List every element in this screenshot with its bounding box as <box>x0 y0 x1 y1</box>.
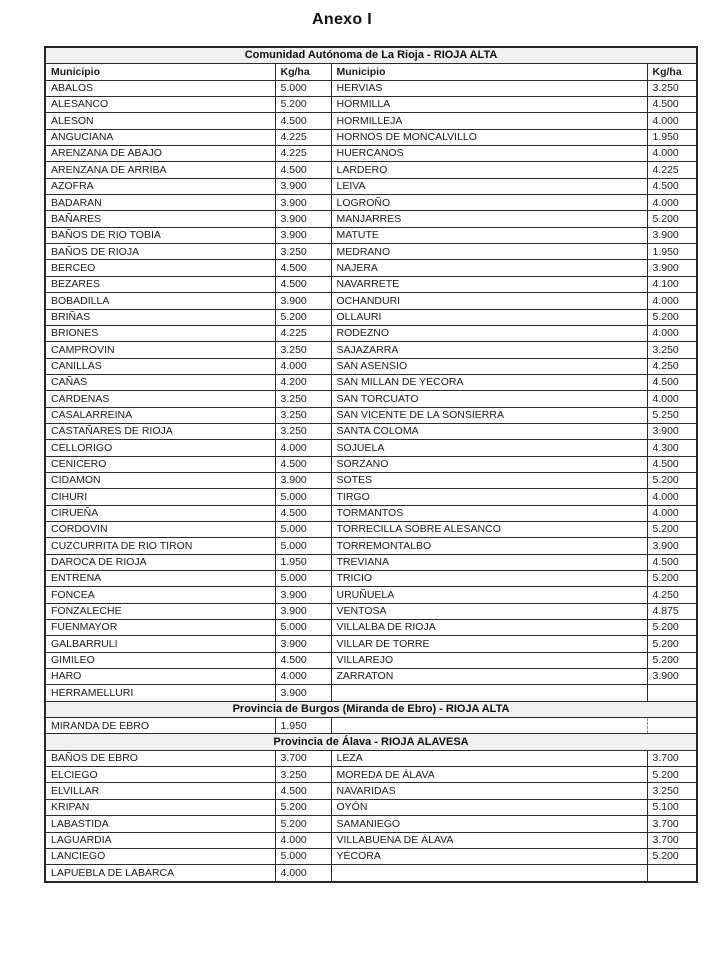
section-header-label: Provincia de Álava - RIOJA ALAVESA <box>45 734 697 750</box>
municipality-cell: BAÑARES <box>45 211 275 227</box>
municipality-cell: RODEZNO <box>331 325 647 341</box>
kgha-value-cell: 4.225 <box>275 325 331 341</box>
municipality-cell: LARDERO <box>331 162 647 178</box>
kgha-value-cell: 5.200 <box>647 521 697 537</box>
kgha-value-cell: 3.900 <box>647 669 697 685</box>
kgha-value-cell: 5.200 <box>275 816 331 832</box>
kgha-value-cell: 4.000 <box>647 391 697 407</box>
kgha-value-cell: 5.200 <box>647 472 697 488</box>
table-row <box>45 783 697 799</box>
municipality-cell: SAJAZARRA <box>331 342 647 358</box>
table-row <box>45 718 697 734</box>
municipality-cell: NAJERA <box>331 260 647 276</box>
section-header-row <box>45 701 697 717</box>
municipality-cell: VILLALBA DE RIOJA <box>331 620 647 636</box>
kgha-value-cell: 3.250 <box>275 407 331 423</box>
kgha-value-cell: 4.000 <box>275 669 331 685</box>
kgha-value-cell: 3.900 <box>275 293 331 309</box>
table-row <box>45 767 697 783</box>
kgha-value-cell: 4.000 <box>275 358 331 374</box>
municipality-cell: YÉCORA <box>331 848 647 864</box>
table-row <box>45 554 697 570</box>
municipality-cell: TORMANTOS <box>331 505 647 521</box>
table-row <box>45 832 697 848</box>
municipality-cell: FUENMAYOR <box>45 620 275 636</box>
kgha-value-cell: 5.100 <box>647 799 697 815</box>
kgha-value-cell: 3.250 <box>647 783 697 799</box>
municipality-cell: CUZCURRITA DE RIO TIRON <box>45 538 275 554</box>
table-row <box>45 276 697 292</box>
kgha-value-cell: 4.000 <box>647 195 697 211</box>
anexo-municipality-table <box>44 46 698 883</box>
table-body <box>45 47 697 882</box>
kgha-value-cell: 4.875 <box>647 603 697 619</box>
municipality-cell: CARDENAS <box>45 391 275 407</box>
municipality-cell: HARO <box>45 669 275 685</box>
kgha-value-cell: 3.900 <box>275 211 331 227</box>
municipality-cell: LEZA <box>331 750 647 766</box>
kgha-value-cell: 3.900 <box>275 587 331 603</box>
municipality-cell: ARENZANA DE ABAJO <box>45 146 275 162</box>
table-row <box>45 587 697 603</box>
kgha-value-cell: 4.500 <box>275 113 331 129</box>
kgha-value-cell: 4.000 <box>275 865 331 882</box>
column-header-municipio: Municipio <box>331 64 647 80</box>
kgha-value-cell: 3.700 <box>647 832 697 848</box>
municipality-cell: NAVARRETE <box>331 276 647 292</box>
table-row <box>45 685 697 701</box>
municipality-cell: OYÓN <box>331 799 647 815</box>
table-row <box>45 538 697 554</box>
kgha-value-cell: 5.000 <box>275 489 331 505</box>
kgha-value-cell: 3.250 <box>275 423 331 439</box>
municipality-cell: BAÑOS DE RIOJA <box>45 244 275 260</box>
table-row <box>45 293 697 309</box>
kgha-value-cell: 5.000 <box>275 521 331 537</box>
municipality-cell: BEZARES <box>45 276 275 292</box>
kgha-value-cell: 1.950 <box>275 718 331 734</box>
kgha-value-cell: 5.200 <box>647 652 697 668</box>
municipality-cell: MANJARRES <box>331 211 647 227</box>
municipality-cell: AZOFRA <box>45 178 275 194</box>
municipality-cell: BRIONES <box>45 325 275 341</box>
kgha-value-cell: 3.900 <box>275 178 331 194</box>
kgha-value-cell: 5.200 <box>647 767 697 783</box>
municipality-cell: SOTES <box>331 472 647 488</box>
column-header-row <box>45 64 697 80</box>
kgha-value-cell: 4.500 <box>647 554 697 570</box>
municipality-cell: BAÑOS DE EBRO <box>45 750 275 766</box>
kgha-value-cell: 3.700 <box>647 750 697 766</box>
kgha-value-cell: 1.950 <box>647 129 697 145</box>
table-row <box>45 391 697 407</box>
kgha-value-cell: 5.200 <box>647 636 697 652</box>
table-row <box>45 620 697 636</box>
municipality-cell: CAÑAS <box>45 374 275 390</box>
municipality-cell: KRIPAN <box>45 799 275 815</box>
kgha-value-cell: 4.300 <box>647 440 697 456</box>
table-row <box>45 750 697 766</box>
table-row <box>45 113 697 129</box>
kgha-value-cell: 3.250 <box>275 767 331 783</box>
kgha-value-cell: 4.500 <box>275 260 331 276</box>
kgha-value-cell: 3.900 <box>647 423 697 439</box>
kgha-value-cell: 4.000 <box>647 489 697 505</box>
table-row <box>45 178 697 194</box>
municipality-cell: CANILLAS <box>45 358 275 374</box>
kgha-value-cell: 4.500 <box>647 456 697 472</box>
municipality-cell: ELVILLAR <box>45 783 275 799</box>
kgha-value-cell: 5.200 <box>647 211 697 227</box>
kgha-value-cell: 5.000 <box>275 848 331 864</box>
table-row <box>45 80 697 96</box>
section-header-label: Comunidad Autónoma de La Rioja - RIOJA ALTA <box>45 47 697 64</box>
municipality-cell: HORMILLEJA <box>331 113 647 129</box>
kgha-value-cell: 3.900 <box>275 227 331 243</box>
municipality-cell: SAN MILLAN DE YECORA <box>331 374 647 390</box>
municipality-cell: HORMILLA <box>331 97 647 113</box>
municipality-cell: MATUTE <box>331 227 647 243</box>
kgha-value-cell: 5.000 <box>275 571 331 587</box>
kgha-value-cell: 4.500 <box>275 652 331 668</box>
table-row <box>45 652 697 668</box>
kgha-value-cell: 3.900 <box>647 227 697 243</box>
kgha-value-cell: 5.200 <box>647 620 697 636</box>
table-row <box>45 799 697 815</box>
kgha-value-cell: 3.900 <box>647 538 697 554</box>
municipality-cell: ALESON <box>45 113 275 129</box>
section-header-row <box>45 47 697 64</box>
kgha-value-cell <box>647 718 697 734</box>
kgha-value-cell: 4.000 <box>275 832 331 848</box>
municipality-cell: MIRANDA DE EBRO <box>45 718 275 734</box>
table-row <box>45 129 697 145</box>
municipality-cell: CIRUEÑA <box>45 505 275 521</box>
kgha-value-cell: 4.250 <box>647 358 697 374</box>
municipality-cell: VILLAR DE TORRE <box>331 636 647 652</box>
table-row <box>45 342 697 358</box>
municipality-cell: TORRECILLA SOBRE ALESANCO <box>331 521 647 537</box>
kgha-value-cell: 5.000 <box>275 538 331 554</box>
table-row <box>45 505 697 521</box>
municipality-cell: SAMANIEGO <box>331 816 647 832</box>
kgha-value-cell: 4.250 <box>647 587 697 603</box>
table-row <box>45 865 697 882</box>
kgha-value-cell: 4.500 <box>647 374 697 390</box>
municipality-cell: SANTA COLOMA <box>331 423 647 439</box>
municipality-cell: ENTRENA <box>45 571 275 587</box>
municipality-cell: BADARAN <box>45 195 275 211</box>
municipality-cell: ALESANCO <box>45 97 275 113</box>
municipality-cell: FONZALECHE <box>45 603 275 619</box>
municipality-cell: BRIÑAS <box>45 309 275 325</box>
table-row <box>45 571 697 587</box>
kgha-value-cell: 5.200 <box>647 848 697 864</box>
kgha-value-cell: 5.200 <box>275 97 331 113</box>
kgha-value-cell: 5.200 <box>275 799 331 815</box>
municipality-cell: BAÑOS DE RIO TOBIA <box>45 227 275 243</box>
municipality-cell: HERVIAS <box>331 80 647 96</box>
kgha-value-cell: 4.000 <box>647 293 697 309</box>
table-row <box>45 472 697 488</box>
kgha-value-cell: 5.200 <box>647 309 697 325</box>
municipality-cell: LAGUARDIA <box>45 832 275 848</box>
column-header-kgha: Kg/ha <box>647 64 697 80</box>
table-row <box>45 456 697 472</box>
municipality-cell: HUERCANOS <box>331 146 647 162</box>
municipality-cell: HORNOS DE MONCALVILLO <box>331 129 647 145</box>
table-row <box>45 162 697 178</box>
municipality-cell: ABALOS <box>45 80 275 96</box>
municipality-cell: CAMPROVIN <box>45 342 275 358</box>
municipality-cell: BERCEO <box>45 260 275 276</box>
municipality-cell: SAN TORCUATO <box>331 391 647 407</box>
municipality-cell: LABASTIDA <box>45 816 275 832</box>
municipality-cell: GIMILEO <box>45 652 275 668</box>
kgha-value-cell: 3.700 <box>647 816 697 832</box>
municipality-cell: BOBADILLA <box>45 293 275 309</box>
kgha-value-cell: 5.200 <box>275 309 331 325</box>
column-header-municipio: Municipio <box>45 64 275 80</box>
kgha-value-cell: 4.500 <box>647 97 697 113</box>
table-row <box>45 227 697 243</box>
municipality-cell: TIRGO <box>331 489 647 505</box>
municipality-cell: VILLAREJO <box>331 652 647 668</box>
municipality-cell: VILLABUENA DE ÁLAVA <box>331 832 647 848</box>
kgha-value-cell: 3.250 <box>647 342 697 358</box>
table-row <box>45 423 697 439</box>
municipality-cell: SORZANO <box>331 456 647 472</box>
kgha-value-cell: 3.900 <box>647 260 697 276</box>
municipality-cell: LANCIEGO <box>45 848 275 864</box>
kgha-value-cell: 4.100 <box>647 276 697 292</box>
section-header-label: Provincia de Burgos (Miranda de Ebro) - RIOJA ALTA <box>45 701 697 717</box>
municipality-cell: CASTAÑARES DE RIOJA <box>45 423 275 439</box>
table-row <box>45 97 697 113</box>
kgha-value-cell: 3.900 <box>275 195 331 211</box>
municipality-cell: CASALARREINA <box>45 407 275 423</box>
table-row <box>45 211 697 227</box>
kgha-value-cell: 3.900 <box>275 685 331 701</box>
kgha-value-cell: 5.250 <box>647 407 697 423</box>
section-header-row <box>45 734 697 750</box>
kgha-value-cell: 3.250 <box>275 244 331 260</box>
municipality-cell: SAN ASENSIO <box>331 358 647 374</box>
municipality-cell: URUÑUELA <box>331 587 647 603</box>
kgha-value-cell: 5.000 <box>275 80 331 96</box>
table-row <box>45 636 697 652</box>
column-header-kgha: Kg/ha <box>275 64 331 80</box>
table-row <box>45 521 697 537</box>
kgha-value-cell: 5.200 <box>647 571 697 587</box>
table-row <box>45 374 697 390</box>
kgha-value-cell: 4.000 <box>647 325 697 341</box>
kgha-value-cell <box>647 685 697 701</box>
municipality-cell: VENTOSA <box>331 603 647 619</box>
municipality-cell: CENICERO <box>45 456 275 472</box>
municipality-cell: OCHANDURI <box>331 293 647 309</box>
table-row <box>45 489 697 505</box>
municipality-cell: LEIVA <box>331 178 647 194</box>
municipality-cell: CORDOVIN <box>45 521 275 537</box>
municipality-cell: CELLORIGO <box>45 440 275 456</box>
table-row <box>45 146 697 162</box>
kgha-value-cell: 4.000 <box>647 505 697 521</box>
municipality-cell: LAPUEBLA DE LABARCA <box>45 865 275 882</box>
kgha-value-cell: 4.000 <box>275 440 331 456</box>
municipality-cell: NAVARIDAS <box>331 783 647 799</box>
municipality-cell: ARENZANA DE ARRIBA <box>45 162 275 178</box>
kgha-value-cell: 4.000 <box>647 146 697 162</box>
municipality-cell: SOJUELA <box>331 440 647 456</box>
municipality-cell: TORREMONTALBO <box>331 538 647 554</box>
kgha-value-cell <box>647 865 697 882</box>
kgha-value-cell: 4.225 <box>647 162 697 178</box>
municipality-cell: DAROCA DE RIOJA <box>45 554 275 570</box>
municipality-cell: GALBARRULI <box>45 636 275 652</box>
table-row <box>45 440 697 456</box>
municipality-cell: FONCEA <box>45 587 275 603</box>
municipality-cell <box>331 718 647 734</box>
table-row <box>45 603 697 619</box>
municipality-cell <box>331 865 647 882</box>
municipality-cell: TRICIO <box>331 571 647 587</box>
municipality-cell: OLLAURI <box>331 309 647 325</box>
table-row <box>45 407 697 423</box>
municipality-cell: SAN VICENTE DE LA SONSIERRA <box>331 407 647 423</box>
municipality-cell: MOREDA DE ÁLAVA <box>331 767 647 783</box>
kgha-value-cell: 4.225 <box>275 129 331 145</box>
kgha-value-cell: 4.500 <box>275 456 331 472</box>
kgha-value-cell: 4.500 <box>275 505 331 521</box>
table-row <box>45 669 697 685</box>
table-row <box>45 358 697 374</box>
municipality-cell: MEDRANO <box>331 244 647 260</box>
table-row <box>45 195 697 211</box>
kgha-value-cell: 3.900 <box>275 603 331 619</box>
kgha-value-cell: 5.000 <box>275 620 331 636</box>
kgha-value-cell: 4.225 <box>275 146 331 162</box>
kgha-value-cell: 3.250 <box>275 391 331 407</box>
municipality-cell: ZARRATON <box>331 669 647 685</box>
municipality-cell: HERRAMELLURI <box>45 685 275 701</box>
municipality-cell: ANGUCIANA <box>45 129 275 145</box>
kgha-value-cell: 1.950 <box>647 244 697 260</box>
table-row <box>45 325 697 341</box>
kgha-value-cell: 3.700 <box>275 750 331 766</box>
kgha-value-cell: 4.500 <box>647 178 697 194</box>
municipality-cell: ELCIEGO <box>45 767 275 783</box>
table-row <box>45 309 697 325</box>
table-row <box>45 816 697 832</box>
kgha-value-cell: 3.900 <box>275 472 331 488</box>
municipality-cell: TREVIANA <box>331 554 647 570</box>
page-title: Anexo I <box>312 11 372 28</box>
kgha-value-cell: 3.250 <box>647 80 697 96</box>
kgha-value-cell: 4.500 <box>275 276 331 292</box>
municipality-cell <box>331 685 647 701</box>
table-row <box>45 260 697 276</box>
kgha-value-cell: 4.200 <box>275 374 331 390</box>
municipality-cell: CIDAMON <box>45 472 275 488</box>
kgha-value-cell: 4.500 <box>275 783 331 799</box>
municipality-cell: LOGROÑO <box>331 195 647 211</box>
table-row <box>45 848 697 864</box>
table-row <box>45 244 697 260</box>
kgha-value-cell: 4.000 <box>647 113 697 129</box>
municipality-cell: CIHURI <box>45 489 275 505</box>
kgha-value-cell: 4.500 <box>275 162 331 178</box>
kgha-value-cell: 1.950 <box>275 554 331 570</box>
kgha-value-cell: 3.250 <box>275 342 331 358</box>
kgha-value-cell: 3.900 <box>275 636 331 652</box>
